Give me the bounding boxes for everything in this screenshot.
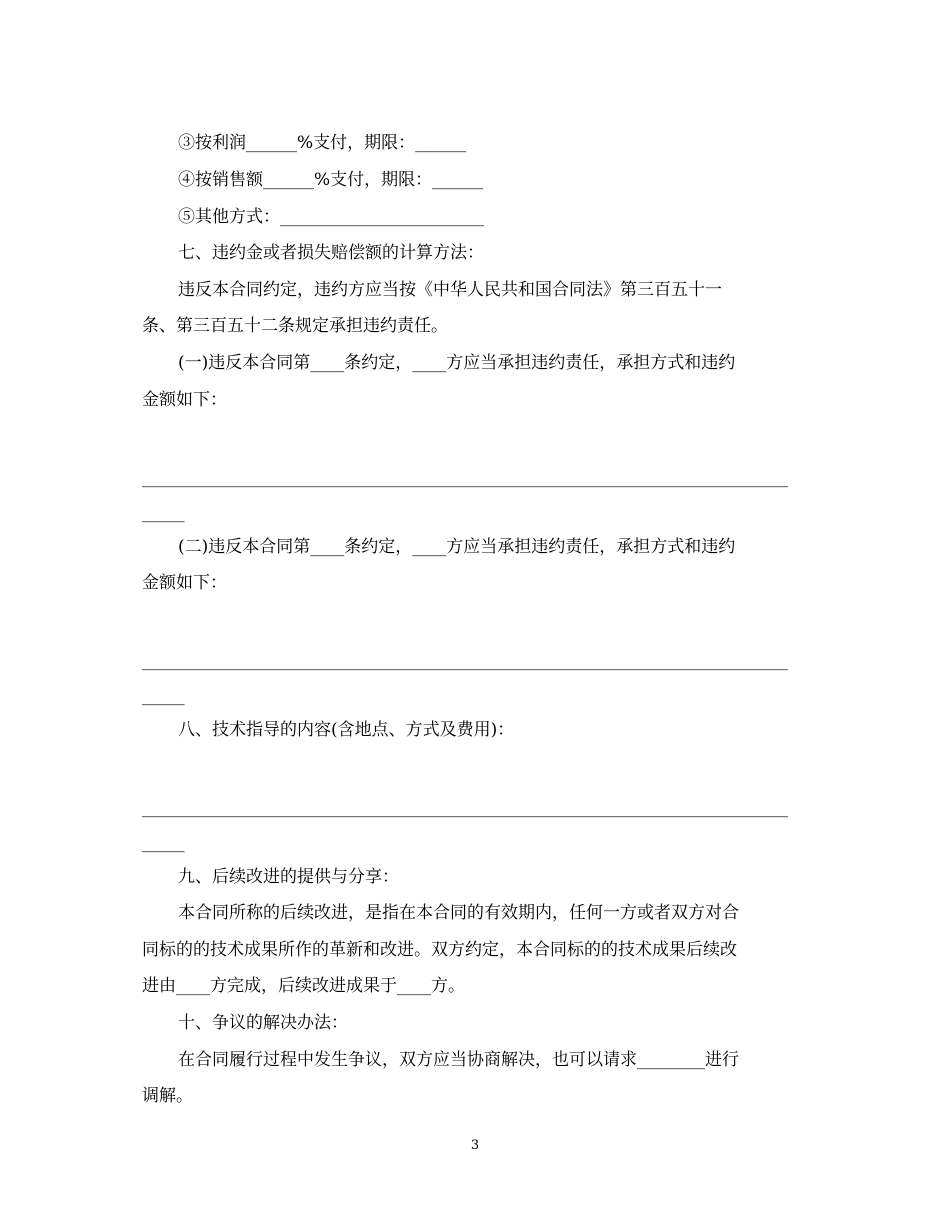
section-heading-8: 八、技术指导的内容(含地点、方式及费用)： <box>178 720 515 740</box>
clause-1-line: (一)违反本合同第____条约定，____方应当承担违约责任，承担方式和违约 <box>178 353 736 373</box>
paragraph-line: 进由____方完成，后续改进成果于____方。 <box>142 976 465 996</box>
clause-2-line: (二)违反本合同第____条约定，____方应当承担违约责任，承担方式和违约 <box>178 537 736 557</box>
section-heading-9: 九、后续改进的提供与分享： <box>178 867 399 887</box>
paragraph-line: 在合同履行过程中发生争议，双方应当协商解决，也可以请求________进行 <box>178 1050 739 1070</box>
payment-option-sales: ④按销售额______%支付，期限：______ <box>178 170 484 190</box>
section-heading-7: 七、违约金或者损失赔偿额的计算方法： <box>178 243 484 263</box>
paragraph-line: 调解。 <box>142 1086 193 1106</box>
paragraph-line: 本合同所称的后续改进，是指在本合同的有效期内，任何一方或者双方对合 <box>178 903 739 923</box>
payment-option-other: ⑤其他方式：________________________ <box>178 207 484 227</box>
fill-in-blank-line: _____ <box>142 686 185 706</box>
fill-in-blank-line: _____ <box>142 833 185 853</box>
fill-in-blank-line: _____ <box>142 503 185 523</box>
paragraph-line: 同标的的技术成果所作的革新和改进。双方约定，本合同标的的技术成果后续改 <box>142 940 737 960</box>
page-number: 3 <box>470 1138 480 1153</box>
fill-in-blank-line: ____________________________________________________________________________ <box>142 468 788 488</box>
paragraph-line: 违反本合同约定，违约方应当按《中华人民共和国合同法》第三百五十一 <box>178 280 722 300</box>
section-heading-10: 十、争议的解决办法： <box>178 1013 348 1033</box>
fill-in-blank-line: ____________________________________________________________________________ <box>142 651 788 671</box>
clause-2-line: 金额如下： <box>142 573 227 593</box>
payment-option-profit: ③按利润______%支付，期限：______ <box>178 133 467 153</box>
paragraph-line: 条、第三百五十二条规定承担违约责任。 <box>142 316 448 336</box>
fill-in-blank-line: ____________________________________________________________________________ <box>142 798 788 818</box>
clause-1-line: 金额如下： <box>142 390 227 410</box>
